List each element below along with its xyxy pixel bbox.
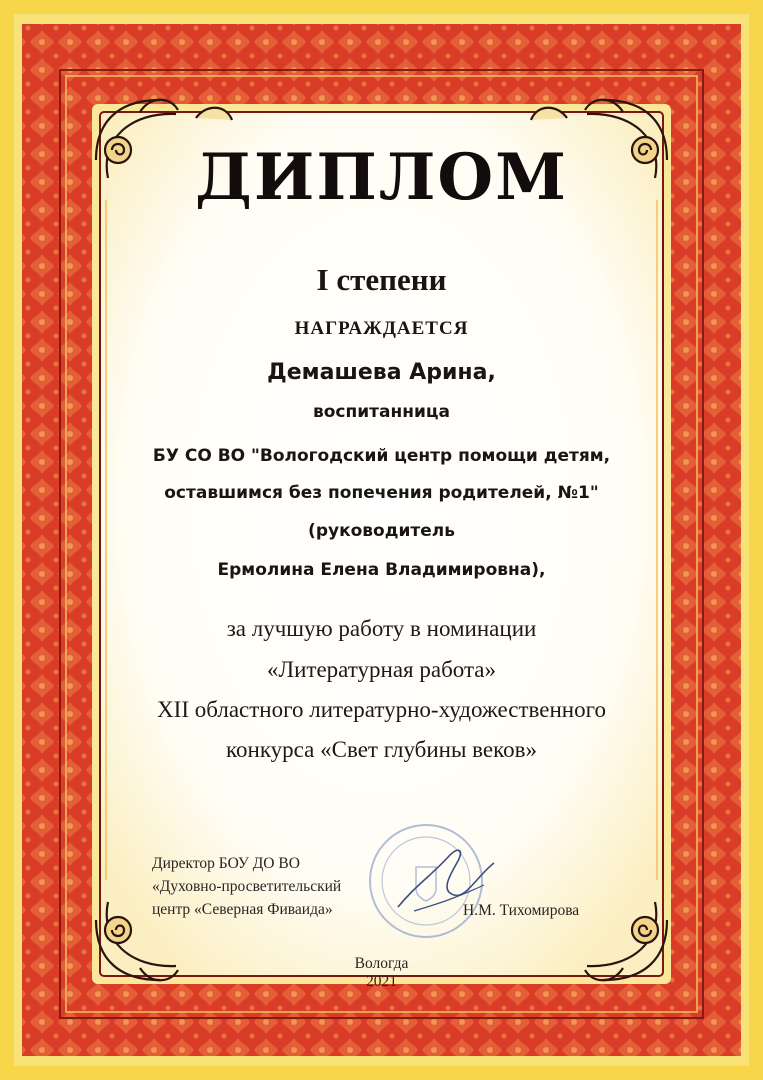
place-and-date bbox=[0, 955, 763, 991]
position-line-2: «Духовно-просветительский bbox=[152, 878, 342, 895]
organization-line-1: БУ СО ВО "Вологодский центр помощи детям, bbox=[152, 446, 611, 466]
merit-line-2: «Литературная работа» bbox=[266, 657, 497, 682]
signatory-position bbox=[152, 852, 341, 921]
position-line-3: центр «Северная Фиваида» bbox=[152, 901, 333, 918]
leader-line-2: Ермолина Елена Владимировна), bbox=[217, 560, 546, 580]
footer-year: 2021 bbox=[366, 973, 397, 990]
signatory-name: Н.М. Тихомирова bbox=[463, 902, 580, 919]
leader-line-1: (руководитель bbox=[308, 521, 455, 541]
recipient-name: Демашева Арина, bbox=[267, 360, 496, 385]
footer-city: Вологда bbox=[354, 955, 409, 972]
merit-line-1: за лучшую работу в номинации bbox=[226, 616, 537, 641]
official-stamp bbox=[354, 815, 514, 945]
diploma-title: ДИПЛОМ bbox=[195, 140, 568, 215]
position-line-1: Директор БОУ ДО ВО bbox=[152, 855, 300, 872]
organization-line-2: оставшимся без попечения родителей, №1" bbox=[164, 483, 599, 503]
recipient-role: воспитанница bbox=[313, 402, 450, 422]
merit-line-3: XII областного литературно-художественного bbox=[157, 697, 606, 722]
awarded-label: НАГРАЖДАЕТСЯ bbox=[294, 318, 469, 339]
diploma-degree: I степени bbox=[316, 262, 447, 297]
merit-line-4: конкурса «Свет глубины веков» bbox=[226, 737, 537, 762]
